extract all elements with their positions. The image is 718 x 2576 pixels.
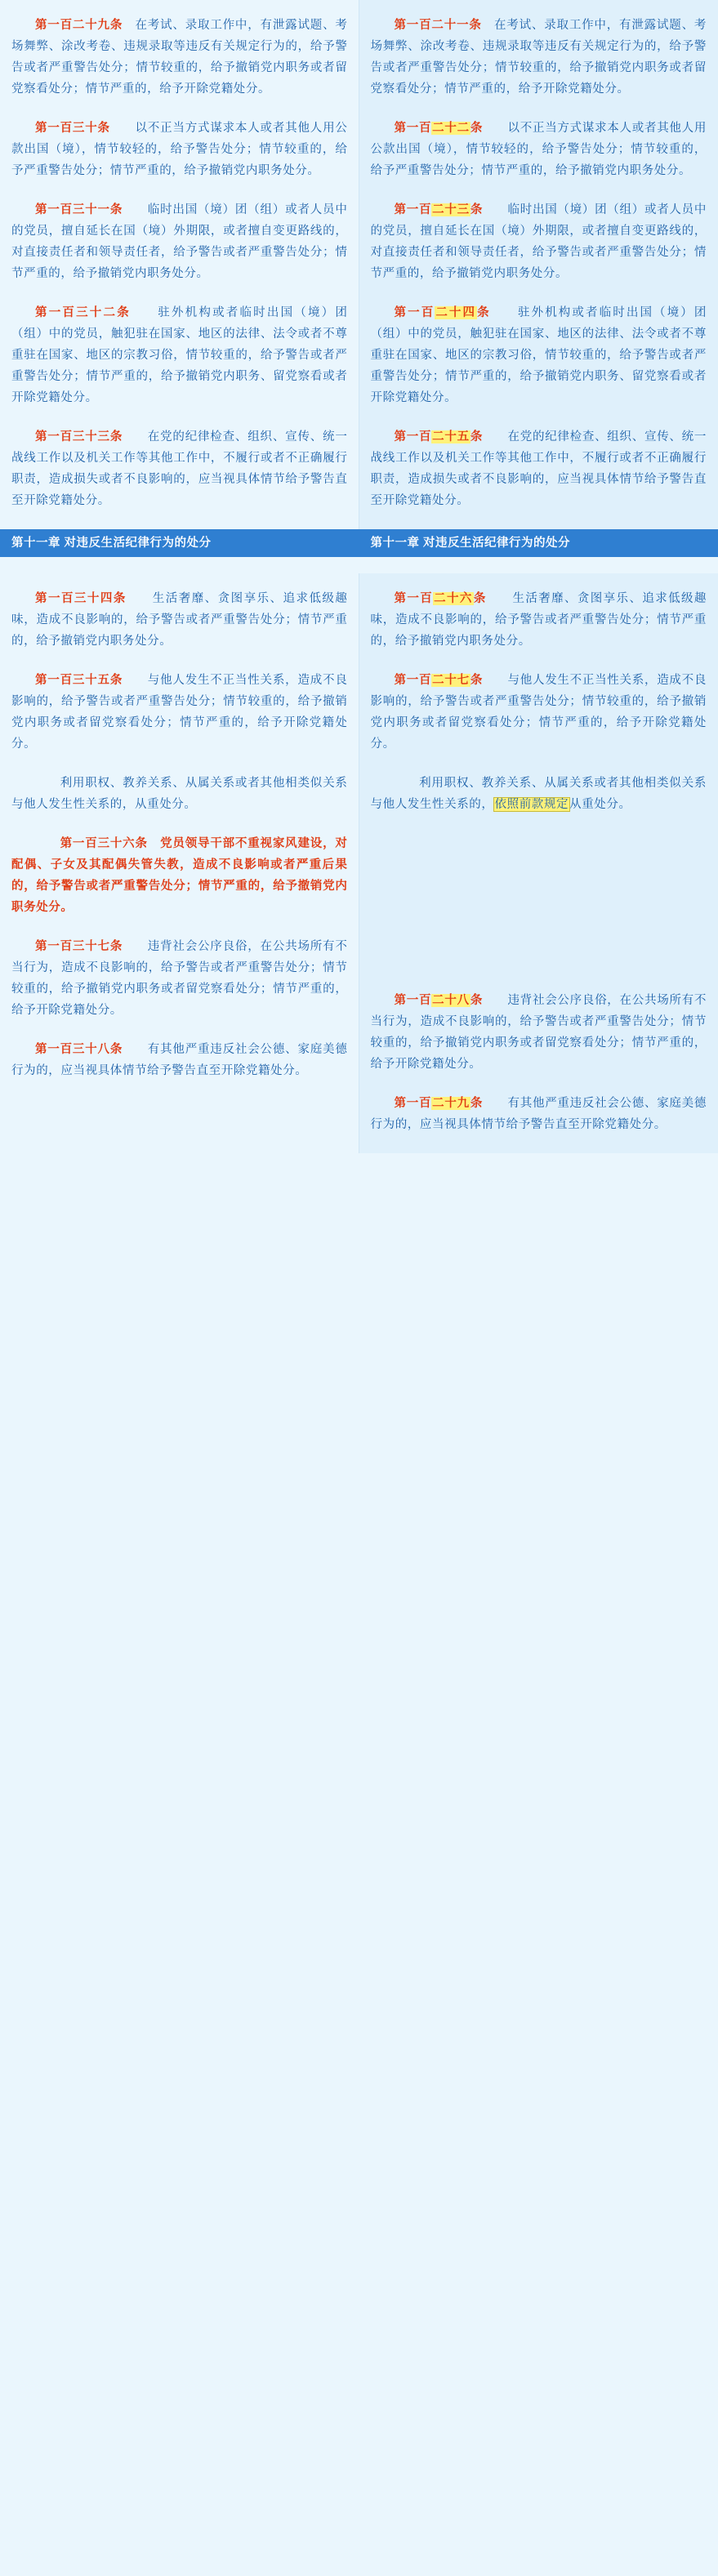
chapter-heading-right-cell — [359, 529, 718, 573]
article-text: 生活奢靡、贪图享乐、追求低级趣味，造成不良影响的，给予警告或者严重警告处分；情节严重的，给予撤销党内职务处分。 — [11, 592, 348, 648]
article-label: 第一百三十七条 — [35, 940, 123, 953]
article-123 — [371, 199, 707, 284]
article-label: 第一百二十七条 — [394, 674, 484, 687]
highlighted-number: 二十三 — [432, 203, 470, 216]
article-132 — [11, 302, 348, 408]
article-text: 以不正当方式谋求本人或者其他人用公款出国（境），情节较轻的，给予警告处分；情节较重的，给予严重警告处分；情节严重的，给予撤销党内职务处分。 — [370, 122, 707, 177]
article-124 — [371, 302, 707, 408]
article-label: 第一百二十一条 — [394, 19, 482, 32]
left-column-top — [0, 0, 359, 529]
article-label: 第一百二十六条 — [394, 592, 487, 605]
paragraph-suffix: 从重处分。 — [569, 798, 631, 811]
article-text: 与他人发生不正当性关系，造成不良影响的，给予警告或者严重警告处分；情节较重的，给予撤销党内职务或者留党察看处分；情节严重的，给予开除党籍处分。 — [370, 674, 707, 751]
article-133 — [11, 426, 348, 511]
article-text: 违背社会公序良俗，在公共场所有不当行为，造成不良影响的，给予警告或者严重警告处分；情节较重的，给予撤销党内职务或者留党察看处分；情节严重的，给予开除党籍处分。 — [370, 994, 707, 1071]
article-126 — [371, 588, 707, 652]
left-column-bottom — [0, 573, 359, 1099]
article-125 — [371, 426, 707, 511]
article-label: 第一百三十一条 — [35, 203, 123, 216]
article-text: 生活奢靡、贪图享乐、追求低级趣味，造成不良影响的，给予警告或者严重警告处分；情节严重的，给予撤销党内职务处分。 — [370, 592, 707, 648]
article-text: 违背社会公序良俗，在公共场所有不当行为，造成不良影响的，给予警告或者严重警告处分；情节较重的，给予撤销党内职务或者留党察看处分；情节严重的，给予开除党籍处分。 — [11, 940, 348, 1017]
article-138 — [11, 1039, 348, 1081]
article-131 — [11, 199, 348, 284]
article-label: 第一百二十四条 — [394, 306, 491, 319]
article-122 — [371, 118, 707, 181]
right-column-bottom — [359, 573, 718, 1153]
article-text: 临时出国（境）团（组）或者人员中的党员，擅自延长在国（境）外期限，或者擅自变更路线的，对直接责任者和领导责任者，给予警告或者严重警告处分；情节严重的，给予撤销党内职务处分。 — [11, 203, 348, 280]
article-label: 第一百二十三条 — [394, 203, 484, 216]
document-page — [0, 0, 718, 529]
article-text: 在考试、录取工作中，有泄露试题、考场舞弊、涂改考卷、违规录取等违反有关规定行为的，给予警告或者严重警告处分；情节较重的，给予撤销党内职务或者留党察看处分；情节严重的，给予开除党籍处分。 — [370, 19, 707, 96]
article-129b — [371, 1093, 707, 1135]
highlighted-phrase: 依照前款规定 — [494, 798, 569, 811]
article-label: 第一百三十条 — [35, 122, 110, 135]
right-column-top — [359, 0, 718, 529]
article-text: 有其他严重违反社会公德、家庭美德行为的，应当视具体情节给予警告直至开除党籍处分。 — [11, 1043, 348, 1077]
article-136-new: 第一百三十六条 党员领导干部不重视家风建设，对配偶、子女及其配偶失管失教，造成不良影响或者严重后果的，给予警告或者严重警告处分；情节严重的，给予撤销党内职务处分。 — [11, 837, 348, 914]
blank-placeholder — [371, 833, 707, 972]
article-label: 第一百二十五条 — [394, 430, 484, 443]
article-text: 在党的纪律检查、组织、宣传、统一战线工作以及机关工作等其他工作中，不履行或者不正确履行职责，造成损失或者不良影响的，应当视具体情节给予警告直至开除党籍处分。 — [370, 430, 707, 507]
article-135-paragraph-2: 利用职权、教养关系、从属关系或者其他相类似关系与他人发生性关系的，从重处分。 — [11, 777, 348, 811]
article-text: 临时出国（境）团（组）或者人员中的党员，擅自延长在国（境）外期限，或者擅自变更路线的，对直接责任者和领导责任者，给予警告或者严重警告处分；情节严重的，给予撤销党内职务处分。 — [370, 203, 707, 280]
article-134 — [11, 588, 348, 652]
article-127-paragraph-2 — [371, 773, 707, 815]
article-label: 第一百二十八条 — [394, 994, 484, 1007]
article-label: 第一百三十五条 — [35, 674, 123, 687]
article-text: 以不正当方式谋求本人或者其他人用公款出国（境），情节较轻的，给予警告处分；情节较重的，给予严重警告处分；情节严重的，给予撤销党内职务处分。 — [11, 122, 348, 177]
article-121 — [371, 15, 707, 100]
article-text: 与他人发生不正当性关系，造成不良影响的，给予警告或者严重警告处分；情节较重的，给予撤销党内职务或者留党察看处分；情节严重的，给予开除党籍处分。 — [11, 674, 348, 751]
chapter-heading-row — [0, 529, 718, 573]
article-135 — [11, 670, 348, 755]
chapter-heading-right: 第十一章 对违反生活纪律行为的处分 — [359, 529, 718, 557]
chapter-heading-left: 第十一章 对违反生活纪律行为的处分 — [0, 529, 359, 557]
article-label: 第一百三十四条 — [35, 592, 127, 605]
article-129 — [11, 15, 348, 100]
article-text: 在考试、录取工作中，有泄露试题、考场舞弊、涂改考卷、违规录取等违反有关规定行为的，给予警告或者严重警告处分；情节较重的，给予撤销党内职务或者留党察看处分；情节严重的，给予开除党籍处分。 — [11, 19, 348, 96]
article-label: 第一百三十八条 — [35, 1043, 123, 1056]
article-text: 驻外机构或者临时出国（境）团（组）中的党员，触犯驻在国家、地区的法律、法令或者不尊重驻在国家、地区的宗教习俗，情节较重的，给予警告或者严重警告处分；情节严重的，给予撤销党内职务、留党察看或者开除党籍处分。 — [11, 306, 348, 404]
article-130 — [11, 118, 348, 181]
highlighted-number: 二十九 — [432, 1097, 470, 1110]
highlighted-number: 二十八 — [432, 994, 470, 1007]
article-127 — [371, 670, 707, 755]
highlighted-number: 二十七 — [432, 674, 470, 687]
article-128 — [371, 990, 707, 1075]
article-label: 第一百二十二条 — [394, 122, 484, 135]
article-text: 在党的纪律检查、组织、宣传、统一战线工作以及机关工作等其他工作中，不履行或者不正确履行职责，造成损失或者不良影响的，应当视具体情节给予警告直至开除党籍处分。 — [11, 430, 348, 507]
article-label: 第一百三十三条 — [35, 430, 123, 443]
paragraph-prefix: 利用职权、教养关系、从属关系或者其他相类似关系与他人发生性关系的， — [370, 777, 707, 811]
article-text: 有其他严重违反社会公德、家庭美德行为的，应当视具体情节给予警告直至开除党籍处分。 — [370, 1097, 707, 1131]
article-label: 第一百二十九条 — [394, 1097, 484, 1110]
document-page-bottom — [0, 573, 718, 1153]
highlighted-number: 二十四 — [435, 306, 477, 319]
highlighted-number: 二十五 — [432, 430, 470, 443]
article-text: 驻外机构或者临时出国（境）团（组）中的党员，触犯驻在国家、地区的法律、法令或者不尊重驻在国家、地区的宗教习俗，情节较重的，给予警告或者严重警告处分；情节严重的，给予撤销党内职务、留党察看或者开除党籍处分。 — [370, 306, 707, 404]
article-137 — [11, 936, 348, 1021]
article-label: 第一百三十二条 — [35, 306, 131, 319]
highlighted-number: 二十二 — [432, 122, 470, 135]
highlighted-number: 二十六 — [434, 592, 473, 605]
chapter-heading-left-cell — [0, 529, 359, 573]
article-label: 第一百二十九条 — [35, 19, 123, 32]
